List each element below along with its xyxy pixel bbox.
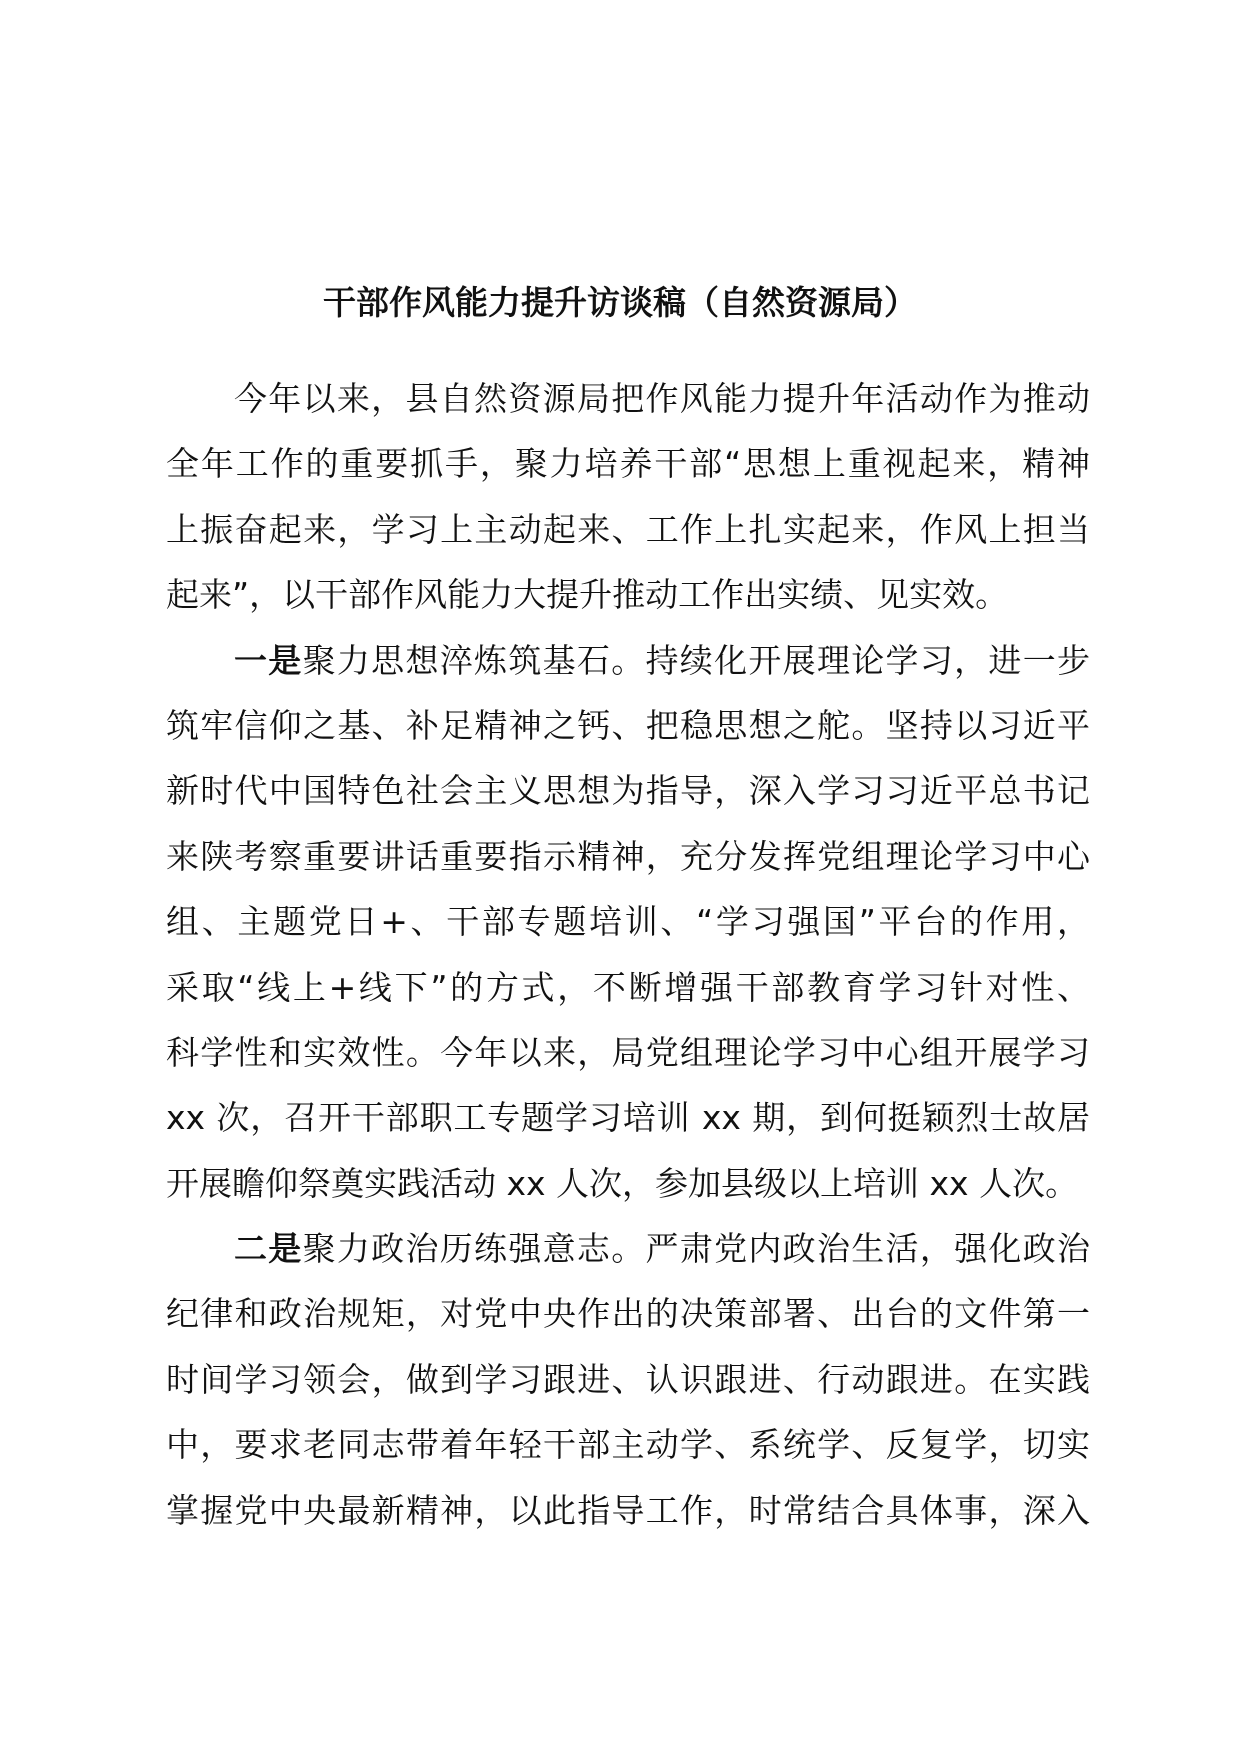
text-line: 中，要求老同志带着年轻干部主动学、系统学、反复学，切实 [166, 1425, 1090, 1465]
text-line [166, 637, 1090, 702]
text-line: 开展瞻仰祭奠实践活动 xx 人次，参加县级以上培训 xx 人次。 [166, 1163, 1079, 1203]
text-line: 时间学习领会，做到学习跟进、认识跟进、行动跟进。在实践 [166, 1359, 1090, 1399]
text-line: xx 次，召开干部职工专题学习培训 xx 期，到何挺颖烈士故居 [166, 1098, 1090, 1138]
paragraph-lead: 一是 [234, 640, 303, 680]
paragraph-lead: 二是 [234, 1229, 303, 1269]
text-line: 采取“线上+线下”的方式，不断增强干部教育学习针对性、 [166, 967, 1090, 1007]
text-line [166, 1225, 1090, 1290]
document-body [166, 375, 1090, 1552]
text-line: 科学性和实效性。今年以来，局党组理论学习中心组开展学习 [166, 1032, 1090, 1072]
text-line: 组、主题党日+、干部专题培训、“学习强国”平台的作用， [166, 902, 1090, 942]
text-line: 筑牢信仰之基、补足精神之钙、把稳思想之舵。坚持以习近平 [166, 705, 1090, 745]
text-line: 全年工作的重要抓手，聚力培养干部“思想上重视起来，精神 [166, 444, 1090, 484]
text-span: 聚力政治历练强意志。严肃党内政治生活，强化政治 [302, 1229, 1091, 1269]
text-line: 新时代中国特色社会主义思想为指导，深入学习习近平总书记 [166, 771, 1090, 811]
text-line: 掌握党中央最新精神，以此指导工作，时常结合具体事，深入 [166, 1490, 1090, 1530]
text-line: 来陕考察重要讲话重要指示精神，充分发挥党组理论学习中心 [166, 836, 1090, 876]
text-line: 今年以来，县自然资源局把作风能力提升年活动作为推动 [234, 379, 1090, 418]
text-span: 聚力思想淬炼筑基石。持续化开展理论学习，进一步 [302, 640, 1091, 680]
document-title: 干部作风能力提升访谈稿（自然资源局） [323, 283, 917, 322]
text-line: 上振奋起来，学习上主动起来、工作上扎实起来，作风上担当 [166, 509, 1090, 549]
text-line: 纪律和政治规矩，对党中央作出的决策部署、出台的文件第一 [166, 1294, 1090, 1334]
text-line: 起来”，以干部作风能力大提升推动工作出实绩、见实效。 [166, 575, 1009, 615]
